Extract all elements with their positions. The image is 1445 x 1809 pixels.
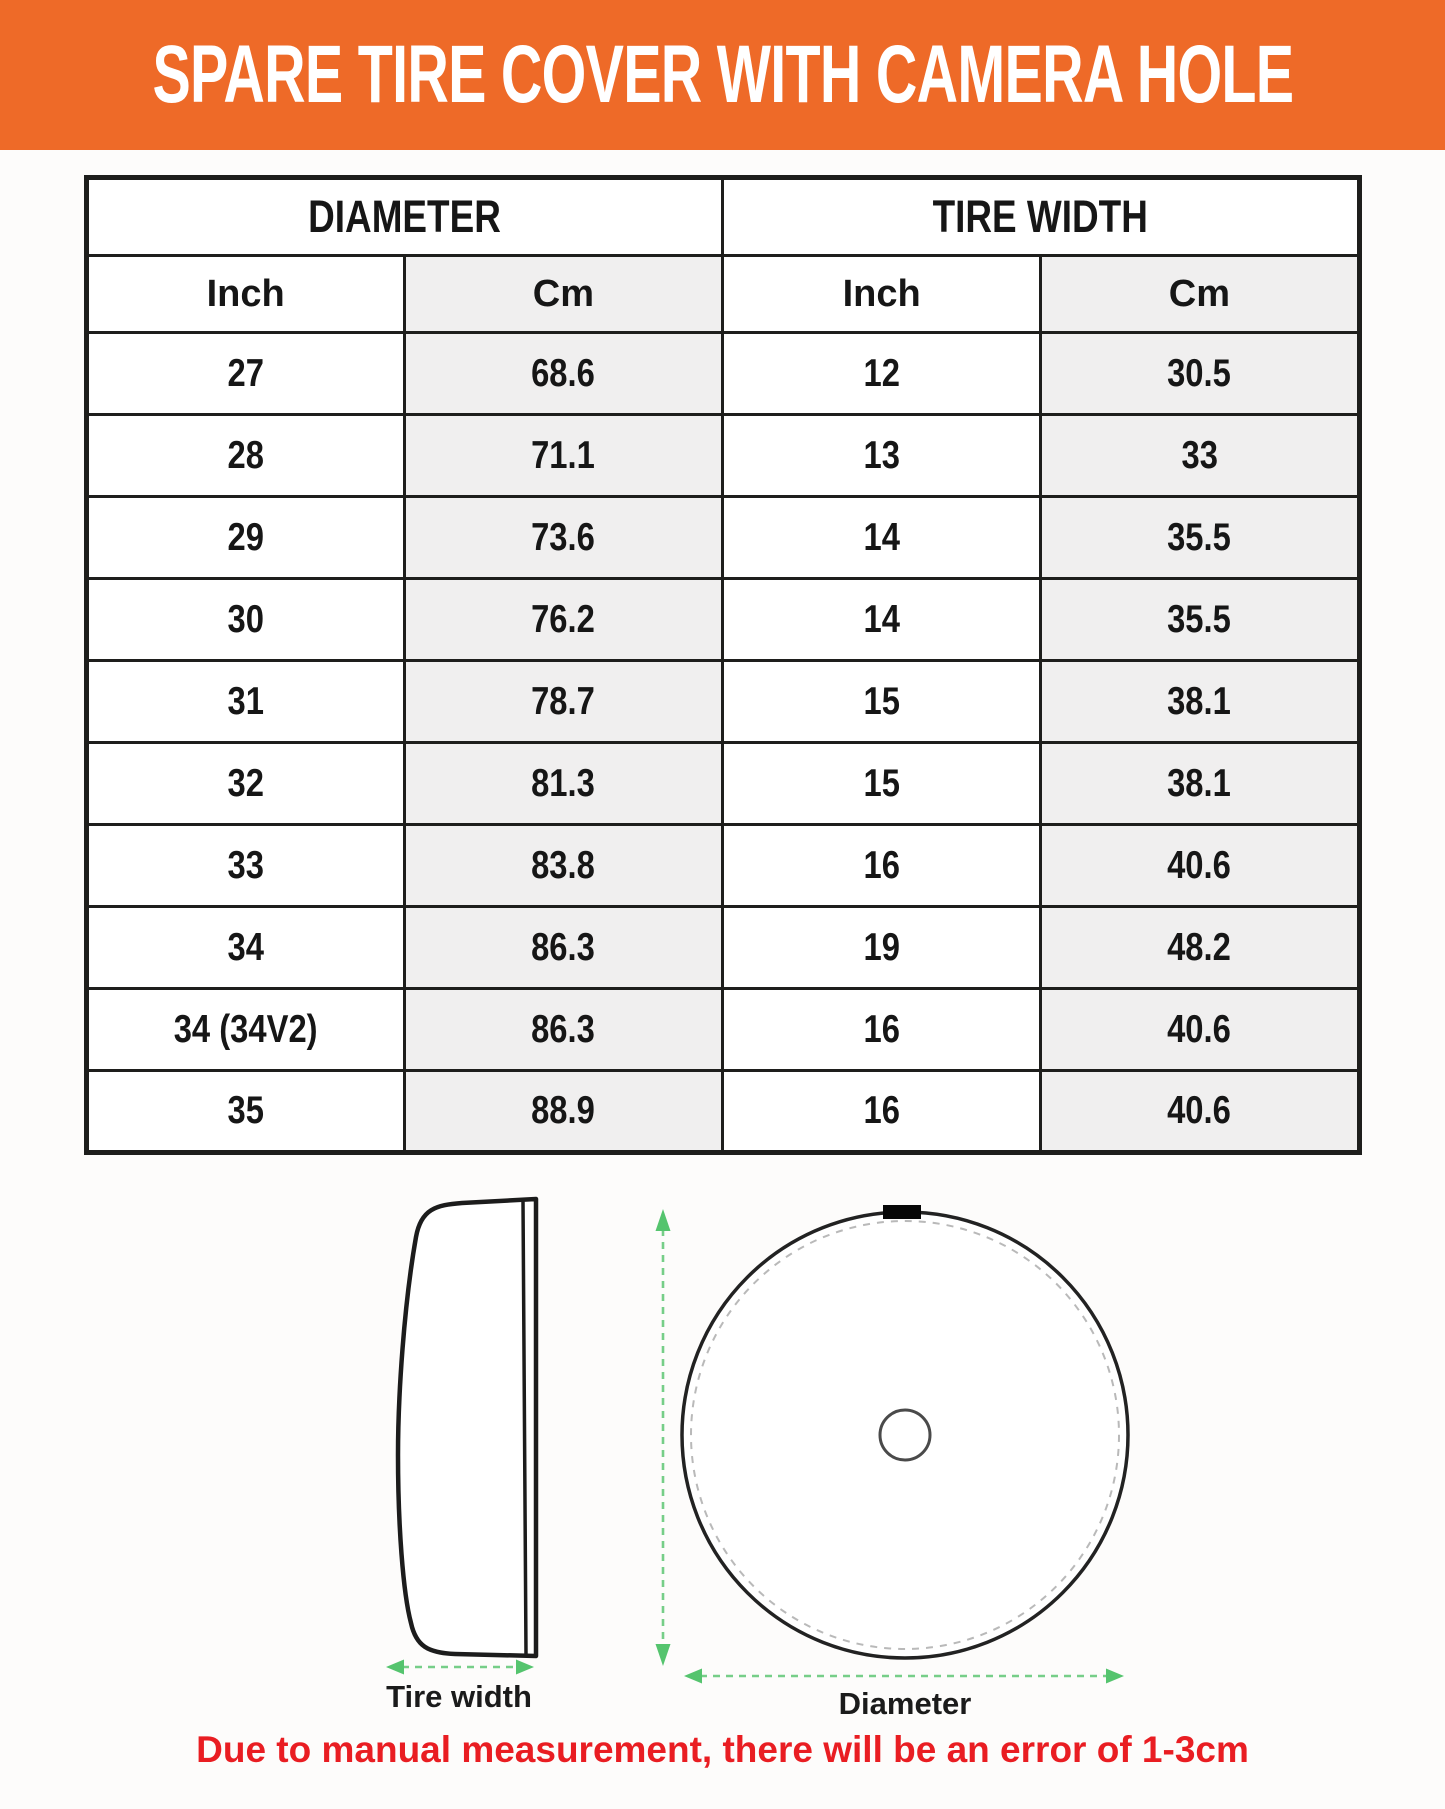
table-cell: 35.5 [1041,579,1359,661]
footer-note: Due to manual measurement, there will be an error of 1-3cm [196,1729,1249,1770]
width-arrow [386,1660,534,1675]
table-cell: 71.1 [404,415,722,497]
table-cell: 34 [86,907,404,989]
group-header-tire-width: TIRE WIDTH [723,178,1360,256]
table-cell: 27 [86,333,404,415]
valve-mark [883,1205,921,1219]
table-cell: 16 [723,989,1041,1071]
tire-width-label: Tire width [386,1679,532,1714]
table-cell: 19 [723,907,1041,989]
table-row [86,743,1359,825]
table-row [86,907,1359,989]
table-cell: 38.1 [1041,743,1359,825]
table-cell: 48.2 [1041,907,1359,989]
height-arrow [656,1209,671,1666]
table-cell: 35.5 [1041,497,1359,579]
camera-hole-circle [880,1410,930,1460]
table-row [86,579,1359,661]
table-cell: 35 [86,1071,404,1153]
diameter-arrow [684,1669,1124,1684]
table-row [86,497,1359,579]
table-row [86,1071,1359,1153]
table-cell: 40.6 [1041,825,1359,907]
table-cell: 28 [86,415,404,497]
table-subheader-row [86,256,1359,333]
subheader-width-cm: Cm [1041,256,1359,333]
table-cell: 15 [723,743,1041,825]
table-cell: 13 [723,415,1041,497]
table-cell: 40.6 [1041,989,1359,1071]
table-cell: 33 [1041,415,1359,497]
table-cell: 15 [723,661,1041,743]
table-cell: 29 [86,497,404,579]
table-cell: 34 (34V2) [86,989,404,1071]
subheader-diameter-cm: Cm [404,256,722,333]
table-row [86,825,1359,907]
group-header-diameter: DIAMETER [86,178,723,256]
table-cell: 78.7 [404,661,722,743]
table-cell: 86.3 [404,907,722,989]
table-cell: 31 [86,661,404,743]
diameter-label: Diameter [838,1686,972,1715]
subheader-diameter-inch: Inch [86,256,404,333]
table-cell: 14 [723,579,1041,661]
table-cell: 73.6 [404,497,722,579]
table-cell: 16 [723,1071,1041,1153]
table-row [86,415,1359,497]
size-table [84,175,1362,1155]
measurement-diagram [0,1155,1445,1715]
subheader-width-inch: Inch [723,256,1041,333]
table-group-header-row [86,178,1359,256]
table-cell: 12 [723,333,1041,415]
table-cell: 32 [86,743,404,825]
table-cell: 38.1 [1041,661,1359,743]
table-cell: 30 [86,579,404,661]
tire-side-view-outline [398,1199,536,1656]
table-cell: 68.6 [404,333,722,415]
header-banner [0,0,1445,150]
page-title: SPARE TIRE COVER WITH CAMERA HOLE [152,29,1293,120]
table-row [86,333,1359,415]
table-row [86,661,1359,743]
table-cell: 30.5 [1041,333,1359,415]
table-cell: 88.9 [404,1071,722,1153]
table-cell: 86.3 [404,989,722,1071]
table-cell: 40.6 [1041,1071,1359,1153]
table-cell: 33 [86,825,404,907]
table-row [86,989,1359,1071]
table-cell: 83.8 [404,825,722,907]
table-cell: 14 [723,497,1041,579]
table-cell: 16 [723,825,1041,907]
table-cell: 81.3 [404,743,722,825]
table-cell: 76.2 [404,579,722,661]
